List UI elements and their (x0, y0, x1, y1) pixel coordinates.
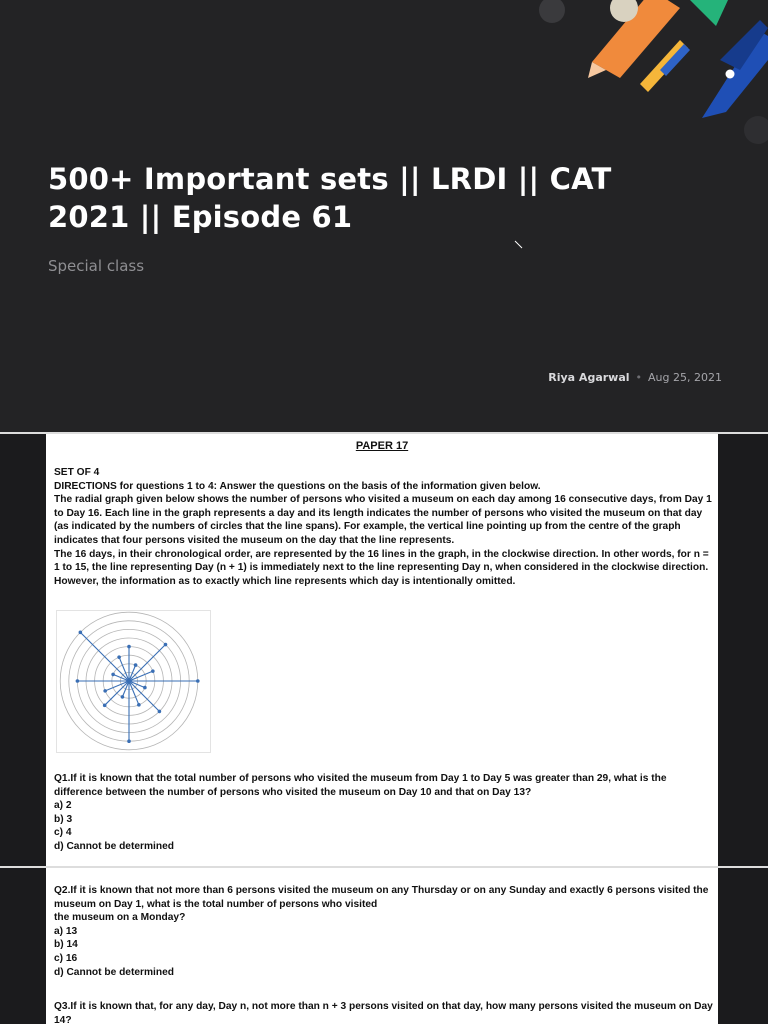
paper-heading: PAPER 17 (355, 440, 409, 452)
graph-day-point (143, 686, 147, 690)
deco-leaf-green (690, 0, 728, 26)
graph-day-point (127, 739, 131, 743)
graph-day-point (134, 663, 138, 667)
q1-option-d: d) Cannot be determined (54, 840, 174, 852)
graph-day-point (117, 655, 121, 659)
byline-dot: • (635, 371, 643, 384)
graph-day-point (137, 703, 141, 707)
slide-subtitle: Special class (48, 257, 145, 275)
title-line-1: 500+ Important sets || LRDI || CAT (48, 162, 612, 196)
publish-date: Aug 25, 2021 (648, 371, 722, 384)
radial-graph-svg (57, 611, 210, 752)
q2-option-c: c) 16 (54, 952, 78, 964)
title-line-2: 2021 || Episode 61 (48, 200, 353, 234)
deco-pen-blue (702, 30, 768, 118)
directions-para-3: The 16 days, in their chronological order, are represented by the 16 lines in the graph, in the clockwise direction. In other words, for n = 1 to 15, the line representing Day (n + 1) is immediately next to the line representing Day n, when considered in the clockwise direction. However, the information as to exactly which line represents which day is intentionally omitted. (54, 548, 709, 587)
graph-day-point (196, 679, 200, 683)
graph-day-line (80, 632, 129, 681)
question-2-text-line-1: Q2.If it is known that not more than 6 persons visited the museum on any Thursday or on any Sunday and exactly 6 persons visited the museum on Day 1, what is the total number of persons who visited (54, 885, 709, 910)
directions-para-2: The radial graph given below shows the number of persons who visited a museum on each day among 16 consecutive days, from Day 1 to Day 16. Each line in the graph represents a day and its length indicates the number of persons who visited the museum on that day (as indicated by the numbers of circles that the line spans). For example, the vertical line pointing up from the centre of the graph indicates that four persons visited the museum on the day that the line represents. (54, 494, 712, 546)
title-slide (0, 0, 768, 432)
slide-title (48, 160, 648, 236)
paper-page-2 (46, 868, 718, 1024)
deco-circle-gray (539, 0, 565, 23)
q1-option-b: b) 3 (54, 813, 73, 825)
q2-option-b: b) 14 (54, 939, 78, 951)
graph-day-point (164, 643, 168, 647)
graph-day-point (79, 631, 83, 635)
graph-day-point (127, 645, 131, 649)
question-2 (54, 884, 716, 979)
deco-circle-dark (744, 116, 768, 144)
graph-day-line (105, 681, 129, 705)
question-1 (54, 772, 716, 854)
mouse-cursor-icon (514, 240, 524, 250)
graph-day-point (103, 689, 107, 693)
question-1-text: Q1.If it is known that the total number of persons who visited the museum from Day 1 to Day 5 was greater than 29, what is the difference between the number of persons who visited the museum on Day 10 and that on Day 13? (54, 773, 667, 798)
q1-option-c: c) 4 (54, 827, 72, 839)
paper-slide-2 (0, 868, 768, 1024)
graph-day-line (129, 645, 165, 681)
question-3 (54, 1000, 716, 1024)
graph-day-line (129, 681, 159, 711)
radial-graph (56, 610, 211, 753)
graph-day-point (76, 679, 80, 683)
graph-day-point (121, 695, 125, 699)
set-label: SET OF 4 (54, 467, 100, 478)
question-3-text: Q3.If it is known that, for any day, Day n, not more than n + 3 persons visited on that day, how many persons visited the museum on Day 14? (54, 1001, 713, 1024)
paper-page (46, 434, 718, 866)
graph-day-point (103, 704, 107, 708)
q2-option-d: d) Cannot be determined (54, 966, 174, 978)
q1-option-a: a) 2 (54, 800, 72, 812)
byline (548, 371, 722, 384)
paper-directions (54, 466, 716, 588)
graph-day-point (158, 710, 162, 714)
q2-option-a: a) 13 (54, 925, 78, 937)
paper-slide (0, 434, 768, 866)
graph-day-point (151, 669, 155, 673)
author-name: Riya Agarwal (548, 371, 630, 384)
deco-pen-dot (726, 70, 735, 79)
directions-para-1: DIRECTIONS for questions 1 to 4: Answer the questions on the basis of the information given below. (54, 480, 541, 492)
graph-day-point (111, 673, 115, 677)
question-2-text-line-2: the museum on a Monday? (54, 912, 186, 924)
